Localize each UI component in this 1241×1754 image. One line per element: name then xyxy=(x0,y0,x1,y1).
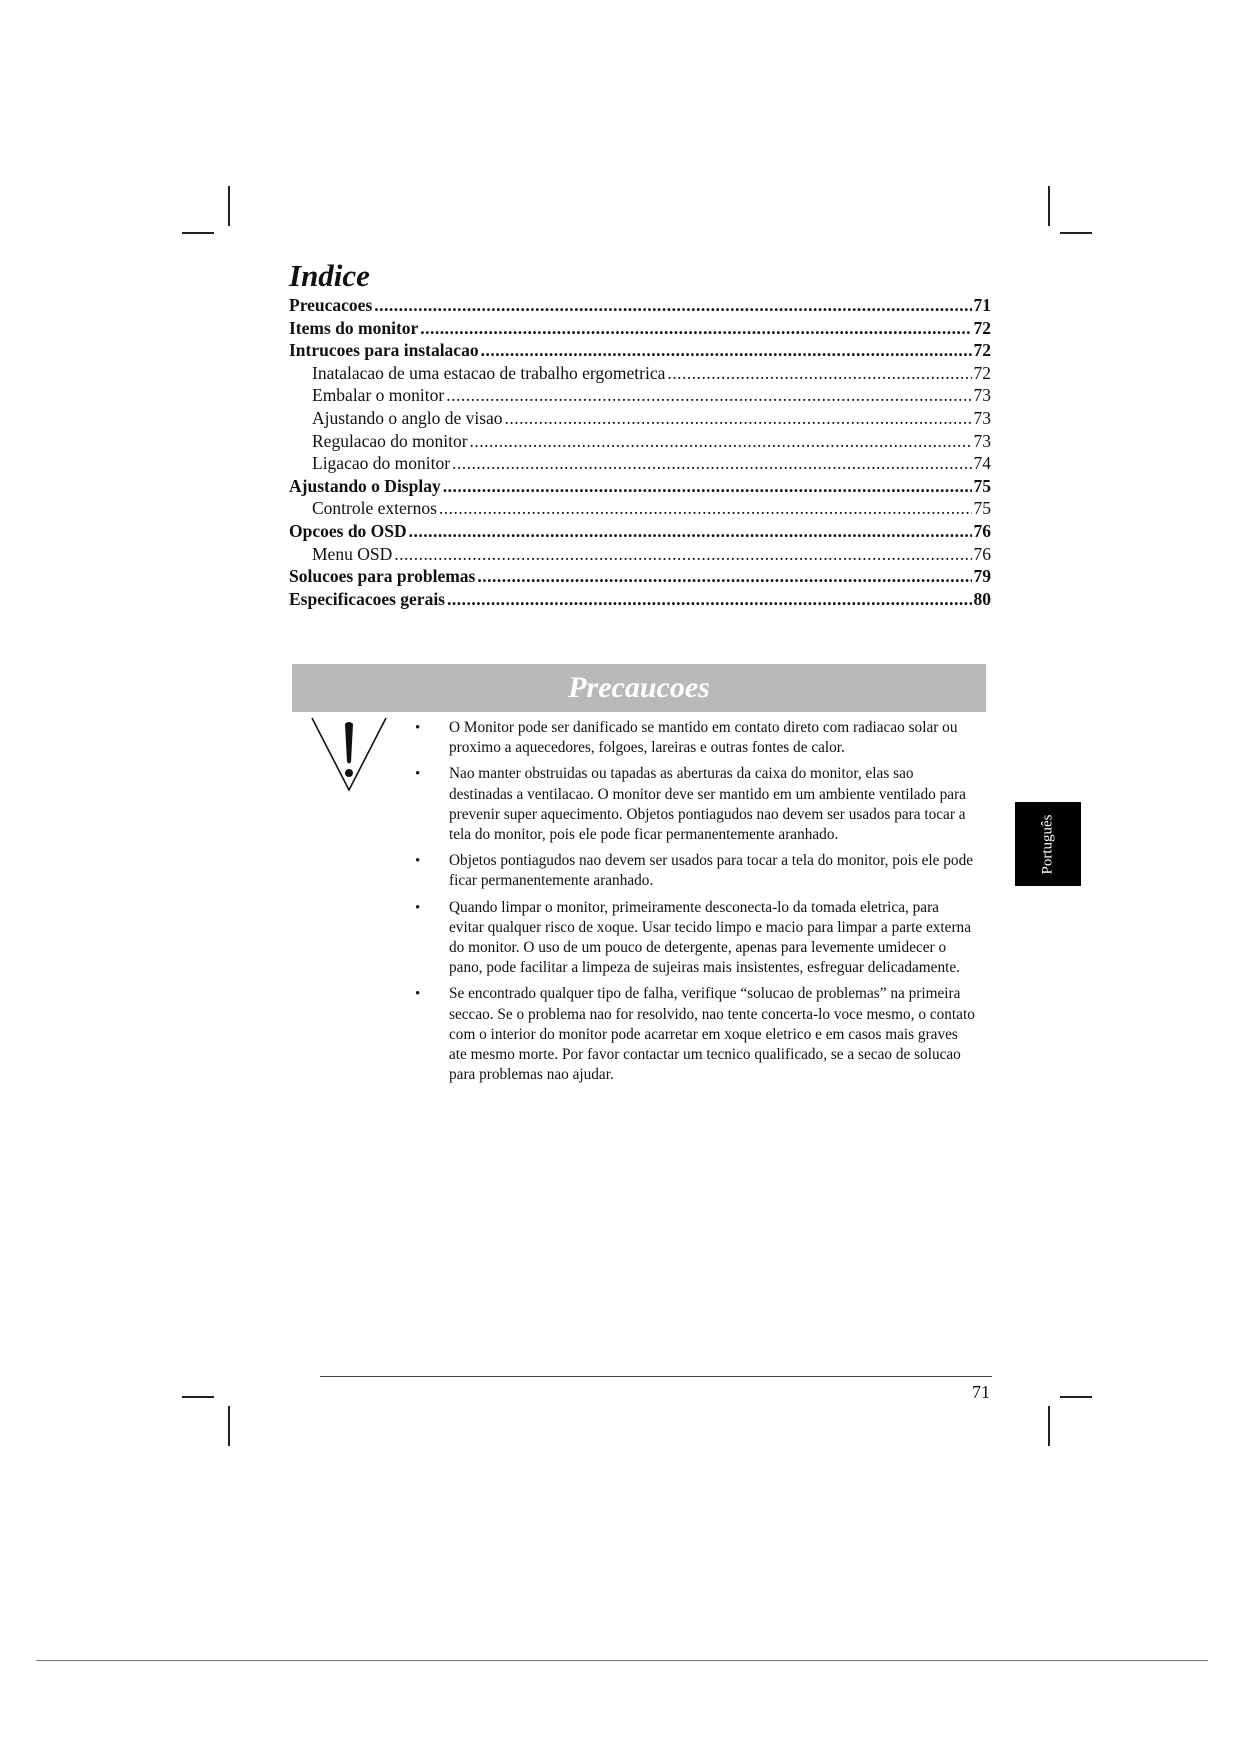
toc-entry[interactable] xyxy=(289,317,991,340)
toc-entry[interactable] xyxy=(289,294,991,317)
toc-entry-label: Ajustando o anglo de visao xyxy=(312,407,503,428)
toc-entry[interactable] xyxy=(289,565,991,588)
toc-leader-dots xyxy=(374,294,971,317)
list-item: • Nao manter obstruidas ou tapadas as aberturas da caixa do monitor, elas sao destinadas a ventilacao. O monitor deve ser mantido em um ambiente ventilado para prevenir super aquecimento. Objetos pontiagudos nao devem ser usados para tocar a tela do monitor, pois ele pode ficar permanentemente aranhado. xyxy=(415,764,975,845)
list-item: • O Monitor pode ser danificado se mantido em contato direto com radiacao solar ou proximo a aquecedores, folgoes, lareiras e outras fontes de calor. xyxy=(415,718,975,758)
toc-entry-label: Controle externos xyxy=(312,498,437,519)
toc-entry-page: 73 xyxy=(973,385,991,406)
crop-mark xyxy=(1048,186,1050,226)
footer-rule xyxy=(320,1376,992,1377)
toc-entry-page: 80 xyxy=(973,588,991,609)
toc-entry-label: Opcoes do OSD xyxy=(289,520,407,541)
toc-leader-dots xyxy=(470,430,972,453)
crop-mark xyxy=(1048,1406,1050,1446)
page-number: 71 xyxy=(972,1382,990,1402)
section-title: Precaucoes xyxy=(568,671,710,704)
warning-triangle-icon xyxy=(310,716,388,792)
toc-entry-label: Ligacao do monitor xyxy=(312,453,451,474)
crop-mark xyxy=(182,232,214,234)
list-item: • Se encontrado qualquer tipo de falha, verifique “solucao de problemas” na primeira seccao. Se o problema nao for resolvido, nao tente concerta-lo voce mesmo, o contato com o interior do monitor pode acarretar em xoque eletrico e em casos mais graves ate mesmo morte. Por favor contactar um tecnico qualificado, se a secao de solucao para problemas nao ajudar. xyxy=(415,984,975,1085)
toc-entry-label: Solucoes para problemas xyxy=(289,566,476,587)
toc-entry-page: 71 xyxy=(973,295,991,315)
toc-leader-dots xyxy=(394,543,971,566)
precautions-list xyxy=(415,718,975,1091)
toc-entry-label: Items do monitor xyxy=(289,317,419,338)
toc-entry[interactable] xyxy=(289,588,991,611)
toc-entry[interactable] xyxy=(289,520,991,543)
toc-entry-label: Menu OSD xyxy=(312,543,393,564)
toc-entry-label: Preucacoes xyxy=(289,295,373,315)
toc-leader-dots xyxy=(477,565,971,588)
language-tab-label: Português xyxy=(1039,814,1056,874)
crop-mark xyxy=(228,186,230,226)
bottom-rule xyxy=(36,1660,1208,1661)
list-item: • Quando limpar o monitor, primeiramente desconecta-lo da tomada eletrica, para evitar qualquer risco de xoque. Usar tecido limpo e macio para limpar a parte externa do monitor. O uso de um pouco de detergente, apenas para levemente umidecer o pano, pode facilitar a limpeza de sujeiras mais insistentes, esfreguar delicadamente. xyxy=(415,898,975,979)
toc-entry-page: 76 xyxy=(973,543,991,564)
crop-mark xyxy=(228,1406,230,1446)
toc-entry[interactable] xyxy=(289,543,991,566)
toc-entry-page: 75 xyxy=(973,475,991,496)
crop-mark xyxy=(182,1396,214,1398)
toc-entry-label: Inatalacao de uma estacao de trabalho ergometrica xyxy=(312,362,666,383)
toc-entry[interactable] xyxy=(289,384,991,407)
section-banner xyxy=(292,664,986,712)
toc-leader-dots xyxy=(667,362,971,385)
toc-leader-dots xyxy=(446,384,971,407)
toc-entry-label: Ajustando o Display xyxy=(289,475,441,496)
toc-entry-page: 74 xyxy=(973,453,991,474)
toc-entry-page: 72 xyxy=(973,340,991,361)
toc-entry-page: 73 xyxy=(973,407,991,428)
crop-mark xyxy=(1060,1396,1092,1398)
toc-entry-page: 72 xyxy=(973,317,991,338)
toc-leader-dots xyxy=(443,475,972,498)
toc-entry-label: Regulacao do monitor xyxy=(312,430,468,451)
toc-entry-label: Intrucoes para instalacao xyxy=(289,340,479,361)
table-of-contents xyxy=(289,294,991,610)
toc-entry-page: 72 xyxy=(973,362,991,383)
toc-leader-dots xyxy=(481,339,972,362)
toc-leader-dots xyxy=(409,520,972,543)
toc-entry-page: 79 xyxy=(973,566,991,587)
toc-leader-dots xyxy=(439,497,972,520)
list-item: • Objetos pontiagudos nao devem ser usados para tocar a tela do monitor, pois ele pode ficar permanentemente aranhado. xyxy=(415,851,975,891)
toc-entry[interactable] xyxy=(289,339,991,362)
crop-mark xyxy=(1060,232,1092,234)
language-tab xyxy=(1015,802,1081,886)
toc-entry[interactable] xyxy=(289,362,991,385)
toc-leader-dots xyxy=(452,452,971,475)
toc-entry-label: Embalar o monitor xyxy=(312,385,445,406)
toc-entry[interactable] xyxy=(289,430,991,453)
toc-title: Indice xyxy=(289,258,370,293)
toc-entry[interactable] xyxy=(289,407,991,430)
toc-entry-label: Especificacoes gerais xyxy=(289,588,445,609)
toc-entry-page: 76 xyxy=(973,520,991,541)
toc-entry-page: 75 xyxy=(973,498,991,519)
toc-leader-dots xyxy=(420,317,971,340)
toc-entry-page: 73 xyxy=(973,430,991,451)
toc-entry[interactable] xyxy=(289,497,991,520)
toc-leader-dots xyxy=(447,588,972,611)
toc-entry[interactable] xyxy=(289,475,991,498)
toc-leader-dots xyxy=(505,407,972,430)
toc-entry[interactable] xyxy=(289,452,991,475)
